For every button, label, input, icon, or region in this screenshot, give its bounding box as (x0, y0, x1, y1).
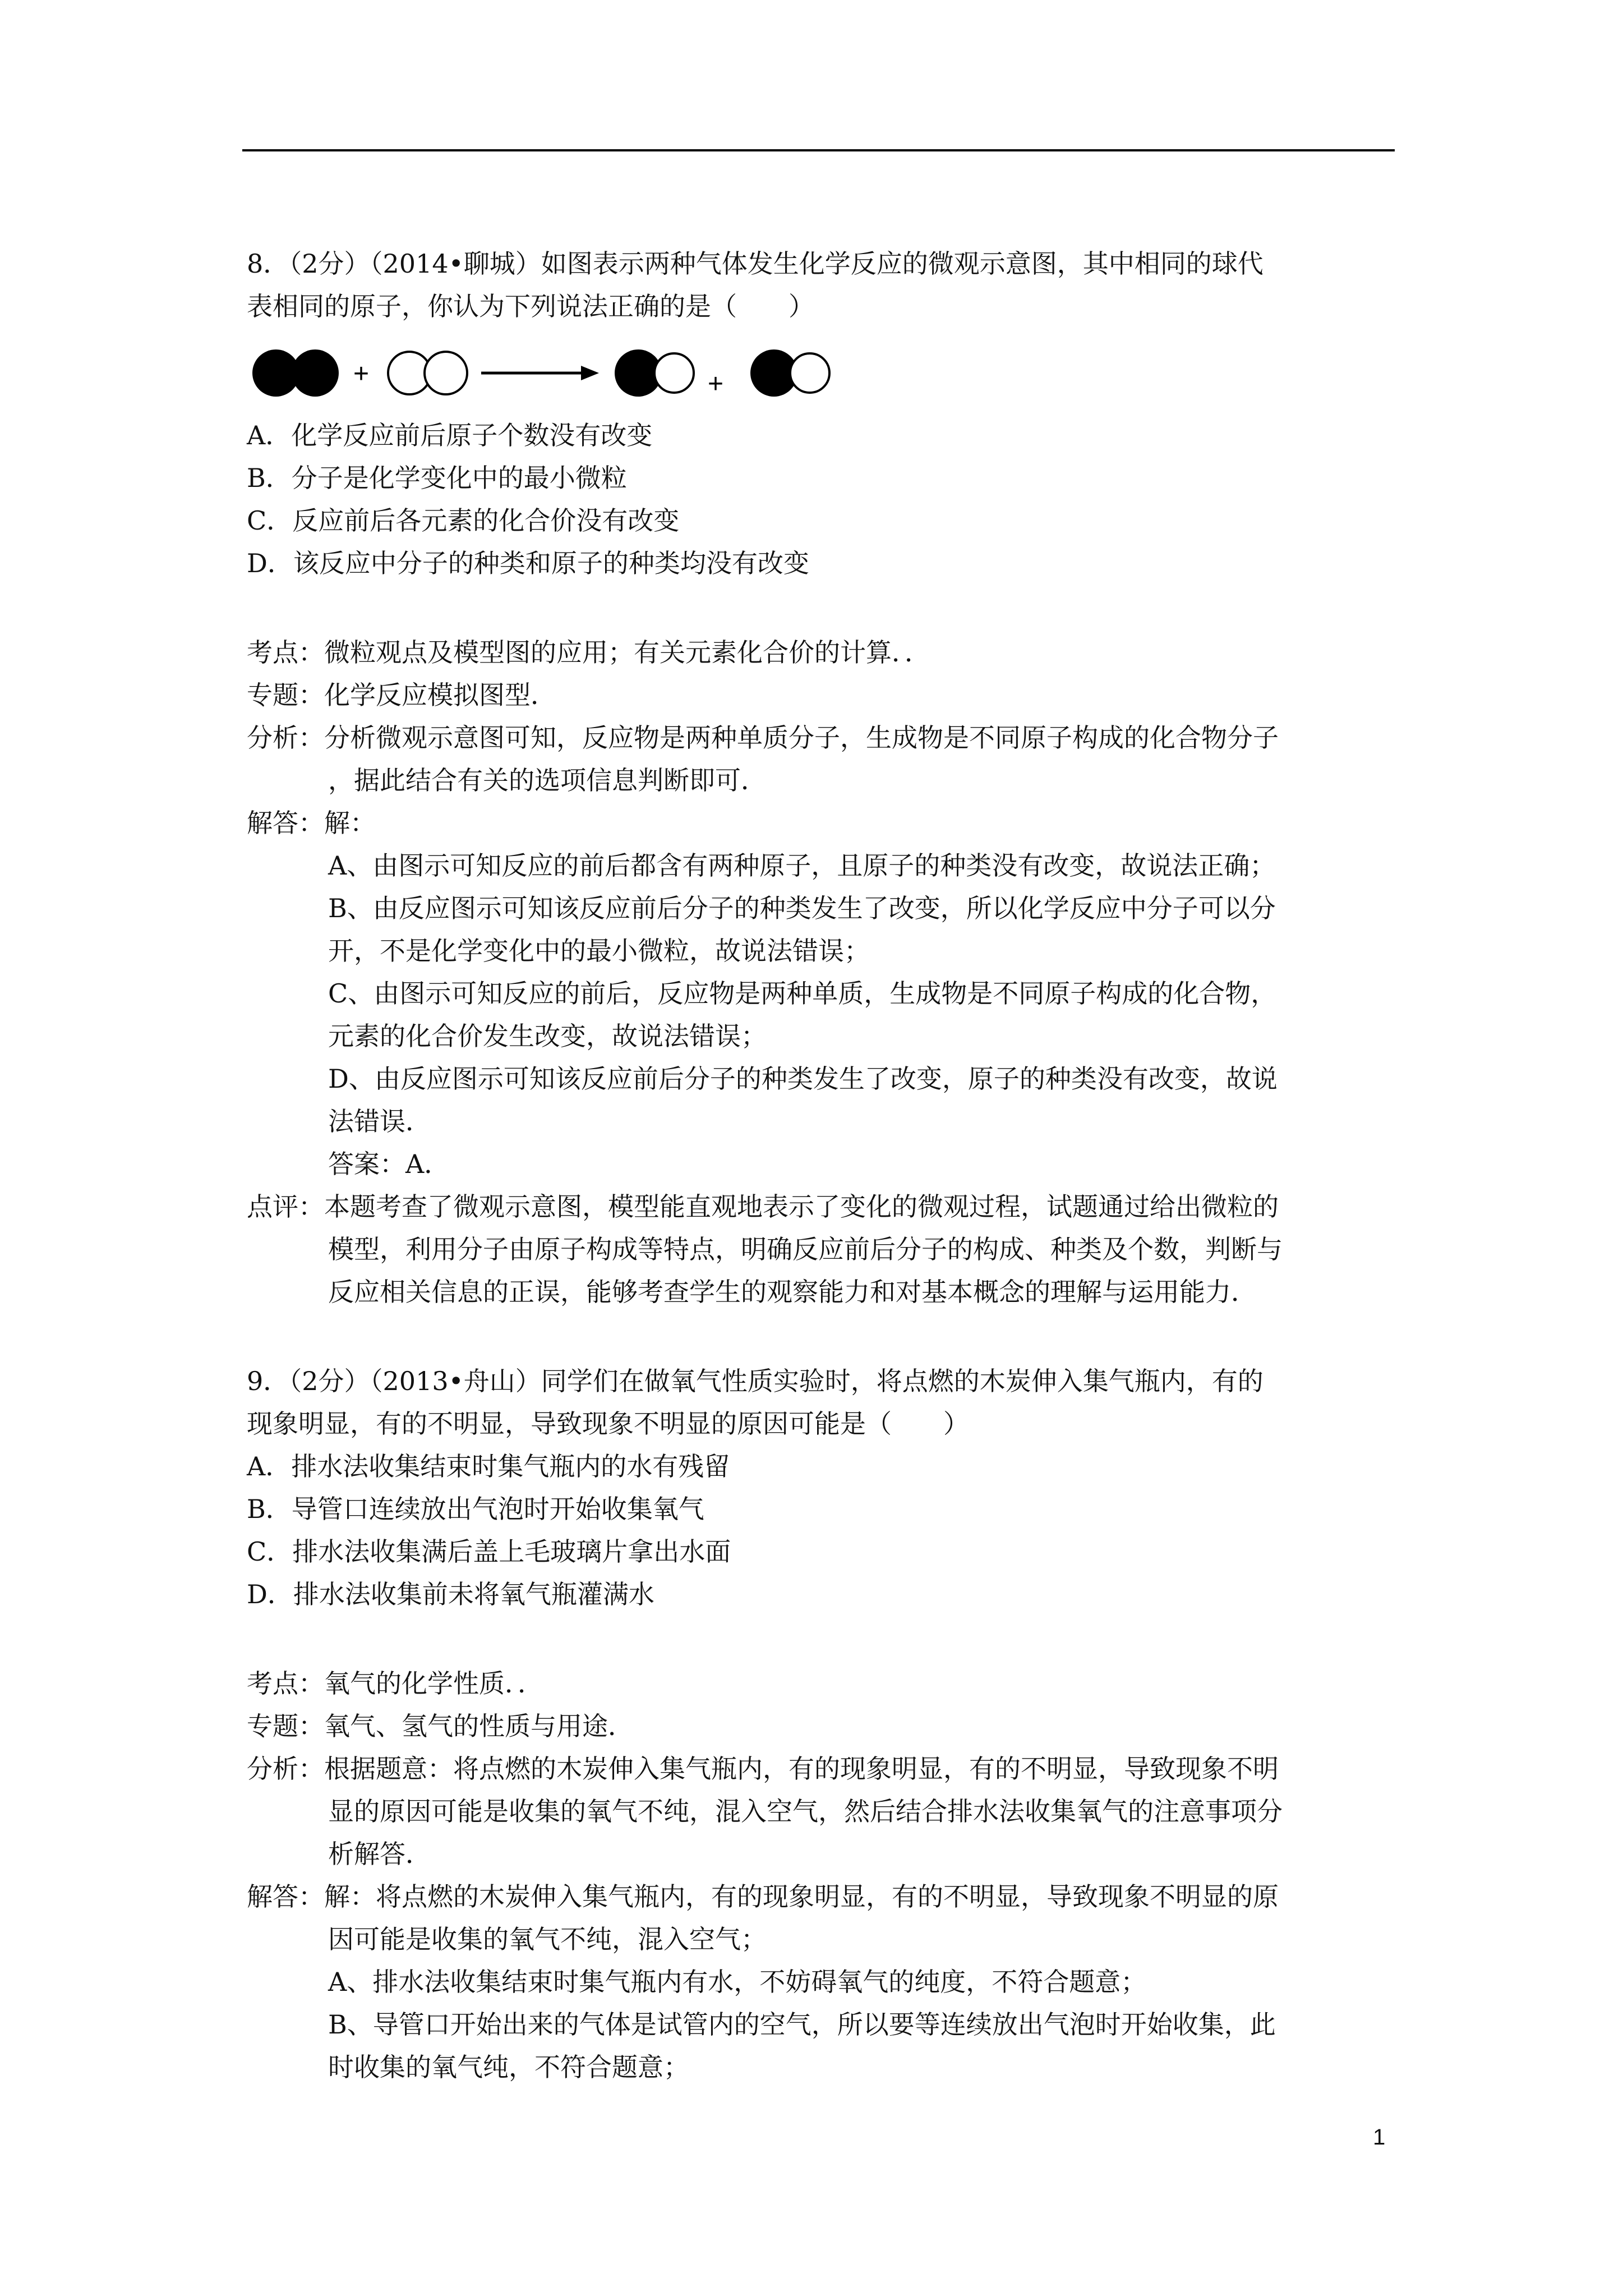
reactant-molecule-white (388, 352, 467, 394)
q9-fenxi-line1: 分析：根据题意：将点燃的木炭伸入集气瓶内，有的现象明显，有的不明显，导致现象不明 (247, 1754, 1279, 1784)
q8-kaodian: 考点：微粒观点及模型图的应用；有关元素化合价的计算．． (247, 637, 930, 668)
q8-jieda-line: 法错误． (328, 1106, 431, 1137)
q9-jieda-line: B、导管口开始出来的气体是试管内的空气，所以要等连续放出气泡时开始收集，此 (328, 2009, 1276, 2040)
plus-sign: + (708, 369, 724, 399)
q9-jieda-line1: 解答：解：将点燃的木炭伸入集气瓶内，有的现象明显，有的不明显，导致现象不明显的原 (247, 1881, 1279, 1912)
q9-stem-line1: 9．（2分）（2013•舟山）同学们在做氧气性质实验时，将点燃的木炭伸入集气瓶内，有的 (247, 1366, 1264, 1396)
white-atom (654, 353, 694, 393)
white-atom (790, 353, 829, 393)
q8-zhuanti: 专题：化学反应模拟图型． (247, 680, 556, 710)
q9-stem-line2: 现象明显，有的不明显，导致现象不明显的原因可能是（ ） (247, 1409, 969, 1439)
q8-stem-line2: 表相同的原子，你认为下列说法正确的是（ ） (247, 291, 814, 321)
page-number: 1 (1373, 2125, 1386, 2150)
q8-option-a: A．化学反应前后原子个数没有改变 (247, 420, 653, 450)
reactant-molecule-black (252, 349, 339, 397)
q9-option-c: C．排水法收集满后盖上毛玻璃片拿出水面 (247, 1536, 731, 1567)
q8-jieda-line: A、由图示可知反应的前后都含有两种原子，且原子的种类没有改变，故说法正确； (328, 850, 1276, 881)
q9-fenxi-line2: 显的原因可能是收集的氧气不纯，混入空气，然后结合排水法收集氧气的注意事项分 (328, 1796, 1283, 1826)
black-atom (292, 349, 339, 397)
q8-jieda-line: 元素的化合价发生改变，故说法错误； (328, 1021, 767, 1051)
q9-zhuanti: 专题：氧气、氢气的性质与用途． (247, 1711, 634, 1741)
q8-option-c: C．反应前后各元素的化合价没有改变 (247, 505, 680, 536)
product-molecule-2 (750, 349, 829, 397)
q9-jieda-line2: 因可能是收集的氧气不纯，混入空气； (328, 1924, 767, 1954)
reaction-arrow (481, 366, 599, 380)
q9-fenxi-line3: 析解答． (328, 1839, 431, 1869)
q9-option-b: B．导管口连续放出气泡时开始收集氧气 (247, 1494, 704, 1524)
q8-fenxi-line1: 分析：分析微观示意图可知，反应物是两种单质分子，生成物是不同原子构成的化合物分子 (247, 723, 1279, 753)
q9-jieda-line: A、排水法收集结束时集气瓶内有水，不妨碍氧气的纯度，不符合题意； (328, 1967, 1147, 1997)
q8-fenxi-line2: ，据此结合有关的选项信息判断即可． (328, 765, 767, 795)
q8-jieda-line: 开，不是化学变化中的最小微粒，故说法错误； (328, 936, 870, 966)
q8-dianping-line3: 反应相关信息的正误，能够考查学生的观察能力和对基本概念的理解与运用能力． (328, 1277, 1257, 1307)
q8-dianping-line2: 模型，利用分子由原子构成等特点，明确反应前后分子的构成、种类及个数，判断与 (328, 1234, 1283, 1264)
q8-jieda-line: D、由反应图示可知该反应前后分子的种类发生了改变，原子的种类没有改变，故说 (328, 1064, 1278, 1094)
q8-option-b: B．分子是化学变化中的最小微粒 (247, 463, 627, 493)
q8-option-d: D．该反应中分子的种类和原子的种类均没有改变 (247, 548, 809, 578)
q8-stem-line1: 8．（2分）（2014•聊城）如图表示两种气体发生化学反应的微观示意图，其中相同的球代 (247, 249, 1264, 279)
q9-kaodian: 考点：氧气的化学性质．． (247, 1668, 543, 1699)
header-rule (242, 149, 1395, 151)
plus-sign: + (353, 359, 370, 389)
product-molecule-1 (615, 349, 694, 397)
q9-jieda-line: 时收集的氧气纯，不符合题意； (328, 2052, 689, 2082)
q8-answer: 答案：A． (328, 1149, 450, 1179)
white-atom (425, 352, 467, 394)
q8-dianping-line1: 点评：本题考查了微观示意图，模型能直观地表示了变化的微观过程，试题通过给出微粒的 (247, 1191, 1279, 1222)
q9-option-d: D．排水法收集前未将氧气瓶灌满水 (247, 1579, 654, 1609)
reaction-diagram (247, 337, 869, 409)
q8-jieda-line: C、由图示可知反应的前后，反应物是两种单质，生成物是不同原子构成的化合物， (328, 978, 1277, 1009)
q8-jieda: 解答：解： (247, 808, 376, 838)
q9-option-a: A．排水法收集结束时集气瓶内的水有残留 (247, 1451, 730, 1481)
q8-jieda-line: B、由反应图示可知该反应前后分子的种类发生了改变，所以化学反应中分子可以分 (328, 893, 1276, 923)
